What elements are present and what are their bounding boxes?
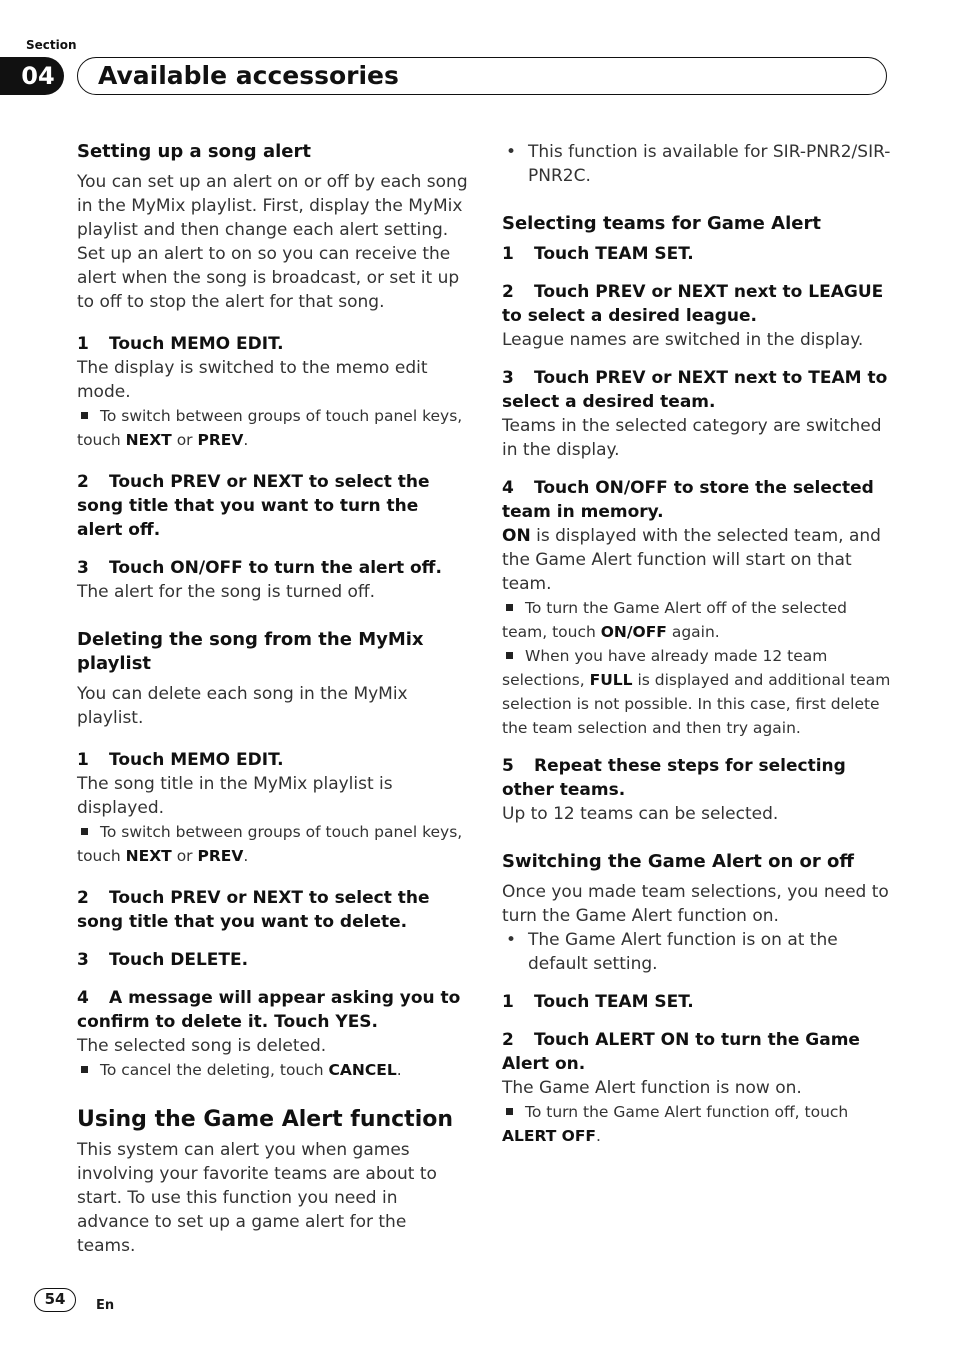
paragraph: Once you made team selections, you need to turn the Game Alert function on. (502, 882, 889, 926)
bullet-dot-icon: • (506, 142, 517, 162)
paragraph: The alert for the song is turned off. (77, 582, 376, 602)
step-heading: 3 Touch DELETE. (77, 950, 249, 970)
section-number: 04 (21, 62, 55, 90)
step-heading: 3 Touch ON/OFF to turn the alert off. (77, 558, 442, 578)
step-heading: 1 Touch TEAM SET. (502, 244, 694, 264)
section-label: Section (26, 38, 77, 52)
language-label: En (96, 1298, 115, 1313)
paragraph: This system can alert you when games involving your favorite teams are about to start. To use this function you need in advance to set up a game alert for the teams. (77, 1140, 437, 1256)
step-heading: 4 Touch ON/OFF to store the selected team in memory. (502, 478, 874, 522)
note: To switch between groups of touch panel keys, touch NEXT or PREV. (77, 407, 463, 449)
left-column (77, 140, 469, 1258)
square-bullet-icon (81, 828, 88, 835)
note: To switch between groups of touch panel keys, touch NEXT or PREV. (77, 823, 463, 865)
bullet-item: • The Game Alert function is on at the default setting. (506, 930, 838, 974)
square-bullet-icon (506, 652, 513, 659)
step-heading: 5 Repeat these steps for selecting other teams. (502, 756, 846, 800)
section-heading: Selecting teams for Game Alert (502, 213, 821, 234)
square-bullet-icon (81, 412, 88, 419)
step-heading: 2 Touch PREV or NEXT to select the song title that you want to delete. (77, 888, 430, 932)
step-heading: 1 Touch MEMO EDIT. (77, 334, 284, 354)
note: To cancel the deleting, touch CANCEL. (77, 1058, 469, 1082)
square-bullet-icon (81, 1066, 88, 1073)
paragraph: Up to 12 teams can be selected. (502, 804, 779, 824)
paragraph: The song title in the MyMix playlist is displayed. (77, 774, 393, 818)
step-heading: 2 Touch ALERT ON to turn the Game Alert on. (502, 1030, 860, 1074)
paragraph: ON is displayed with the selected team, and the Game Alert function will start on that team. (502, 526, 881, 594)
section-heading: Setting up a song alert (77, 141, 311, 162)
square-bullet-icon (506, 1108, 513, 1115)
section-heading: Deleting the song from the MyMix playlist (77, 629, 424, 674)
bullet-item: • This function is available for SIR-PNR2/SIR-PNR2C. (506, 142, 891, 186)
note: To turn the Game Alert off of the selected team, touch ON/OFF again. (502, 599, 848, 641)
section-heading: Switching the Game Alert on or off (502, 851, 854, 872)
paragraph: The display is switched to the memo edit mode. (77, 358, 428, 402)
page-title: Available accessories (98, 61, 399, 90)
note: To turn the Game Alert function off, touch ALERT OFF. (502, 1103, 849, 1145)
note: When you have already made 12 team selections, FULL is displayed and additional team selection is not possible. In this case, first delete the team selection and then try again. (502, 647, 891, 737)
paragraph: The selected song is deleted. (77, 1036, 327, 1056)
step-heading: 2 Touch PREV or NEXT to select the song title that you want to turn the alert off. (77, 472, 430, 540)
step-heading: 3 Touch PREV or NEXT next to TEAM to select a desired team. (502, 368, 888, 412)
square-bullet-icon (506, 604, 513, 611)
paragraph: Teams in the selected category are switched in the display. (502, 416, 882, 460)
right-column (502, 140, 894, 1148)
paragraph: League names are switched in the display. (502, 330, 864, 350)
paragraph: You can delete each song in the MyMix playlist. (77, 684, 408, 728)
section-title: Using the Game Alert function (77, 1107, 454, 1132)
step-heading: 1 Touch TEAM SET. (502, 992, 694, 1012)
bullet-dot-icon: • (506, 930, 517, 950)
paragraph: You can set up an alert on or off by each song in the MyMix playlist. First, display the MyMix playlist and then change each alert setting. Set up an alert to on so you can receive the alert when the song is broadcast, or set it up to off to stop the alert for that song. (77, 172, 468, 312)
section-number-badge (0, 57, 64, 95)
step-heading: 2 Touch PREV or NEXT next to LEAGUE to select a desired league. (502, 282, 884, 326)
step-heading: 4 A message will appear asking you to confirm to delete it. Touch YES. (77, 988, 461, 1032)
page-number: 54 (34, 1288, 76, 1312)
step-heading: 1 Touch MEMO EDIT. (77, 750, 284, 770)
paragraph: The Game Alert function is now on. (502, 1078, 802, 1098)
